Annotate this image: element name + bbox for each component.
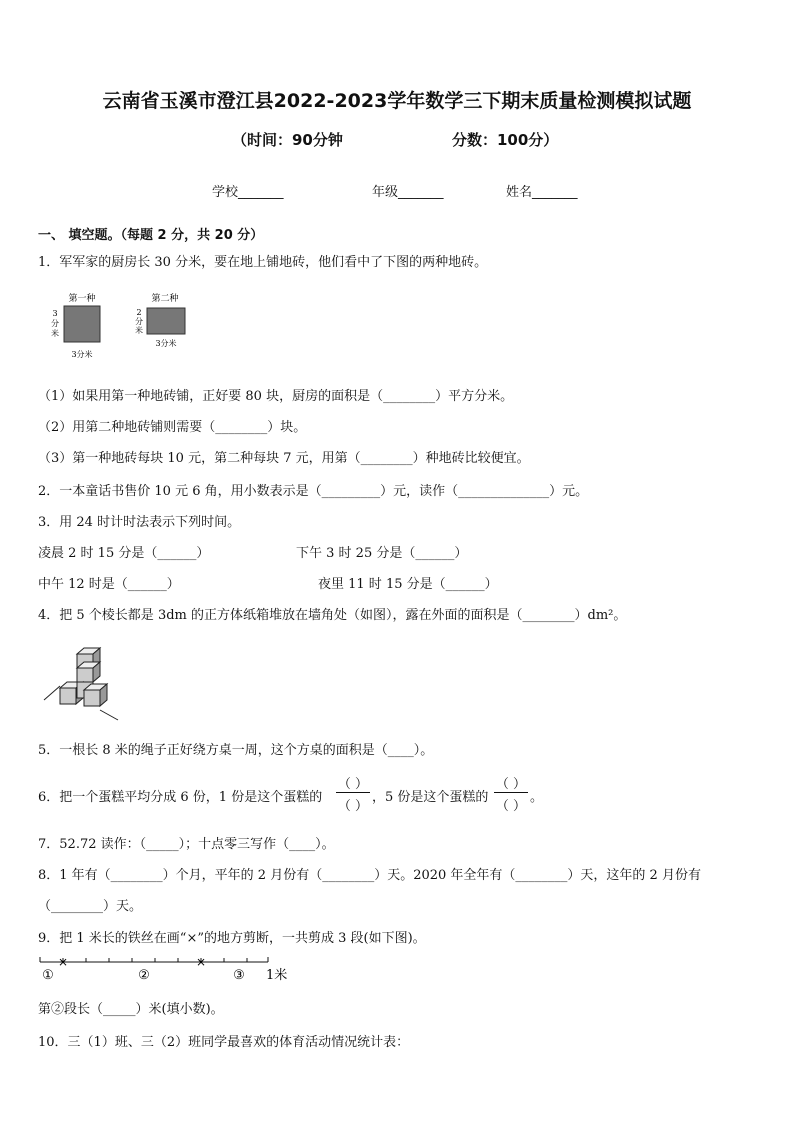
question-3-c: 中午 12 时是（______） (38, 577, 180, 592)
question-9-stem: 9．把 1 米长的铁丝在画“×”的地方剪断，一共剪成 3 段(如下图)。 (38, 931, 426, 946)
school-field[interactable]: 学校_______ (212, 185, 284, 200)
svg-text:分: 分 (135, 317, 143, 326)
tile2-bottom-label: 3分米 (155, 339, 177, 348)
question-8-line-1: 8．1 年有（________）个月，平年的 2 月份有（________）天。2020 年全年有（________）天，这年的 2 月份有 (38, 868, 701, 883)
question-1-part-2: （2）用第二种地砖铺则需要（________）块。 (38, 420, 307, 435)
question-7: 7．52.72 读作：（_____）；十点零三写作（____）。 (38, 837, 335, 852)
section-title: 一、 填空题。（每题 2 分，共 20 分） (38, 228, 264, 243)
cube-stack-figure (40, 638, 130, 724)
cut-mark-1: × (57, 955, 69, 969)
tile2-rect (147, 308, 185, 334)
fraction-1[interactable]: （ ） （ ） (337, 777, 369, 814)
question-10: 10．三（1）班、三（2）班同学最喜欢的体育活动情况统计表： (38, 1035, 410, 1050)
question-3-stem: 3．用 24 时计时法表示下列时间。 (38, 515, 241, 530)
question-3-b: 下午 3 时 25 分是（______） (296, 546, 468, 561)
tiles-figure (44, 290, 204, 362)
tile2-label: 第二种 (151, 294, 179, 304)
question-6-part-c: 。 (530, 790, 544, 805)
segment-label-2: ② (138, 968, 150, 983)
cut-mark-2: × (195, 955, 207, 969)
exam-score: 分数：100分） (452, 131, 559, 149)
question-8-line-2: （________）天。 (38, 899, 143, 914)
question-6-part-b: ，5 份是这个蛋糕的 (372, 790, 489, 805)
name-field[interactable]: 姓名_______ (506, 185, 578, 200)
svg-text:米: 米 (51, 329, 59, 338)
grade-field[interactable]: 年级_______ (372, 185, 444, 200)
segment-label-3: ③ (233, 968, 245, 983)
question-5: 5．一根长 8 米的绳子正好绕方桌一周，这个方桌的面积是（____）。 (38, 743, 434, 758)
question-6-part-a: 6．把一个蛋糕平均分成 6 份，1 份是这个蛋糕的 (38, 790, 323, 805)
exam-time: （时间：90分钟 (232, 131, 343, 149)
question-1-part-3: （3）第一种地砖每块 10 元，第二种每块 7 元，用第（________）种地砖比较便宜。 (38, 451, 530, 466)
tile1-label: 第一种 (68, 294, 96, 304)
wire-figure (36, 954, 296, 984)
question-1-stem: 1．军军家的厨房长 30 分米，要在地上铺地砖，他们看中了下图的两种地砖。 (38, 255, 488, 270)
question-3-d: 夜里 11 时 15 分是（______） (318, 577, 498, 592)
question-9-answer: 第②段长（_____）米(填小数)。 (38, 1002, 224, 1017)
tile1-bottom-label: 3分米 (71, 350, 93, 359)
question-3-a: 凌晨 2 时 15 分是（______） (38, 546, 210, 561)
svg-text:2: 2 (136, 308, 142, 317)
question-4: 4．把 5 个棱长都是 3dm 的正方体纸箱堆放在墙角处（如图），露在外面的面积是（________）dm²。 (38, 608, 627, 623)
fraction-2[interactable]: （ ） （ ） (495, 777, 527, 814)
page-title: 云南省玉溪市澄江县2022-2023学年数学三下期末质量检测模拟试题 (102, 90, 692, 112)
question-1-part-1: （1）如果用第一种地砖铺，正好要 80 块，厨房的面积是（________）平方分米。 (38, 389, 514, 404)
svg-text:3: 3 (52, 309, 58, 318)
question-2: 2．一本童话书售价 10 元 6 角，用小数表示是（_________）元，读作（______________）元。 (38, 484, 589, 499)
end-label: 1米 (266, 968, 288, 983)
svg-text:米: 米 (135, 326, 143, 335)
segment-label-1: ① (42, 968, 54, 983)
tile1-square (64, 306, 100, 342)
svg-text:分: 分 (51, 319, 59, 328)
